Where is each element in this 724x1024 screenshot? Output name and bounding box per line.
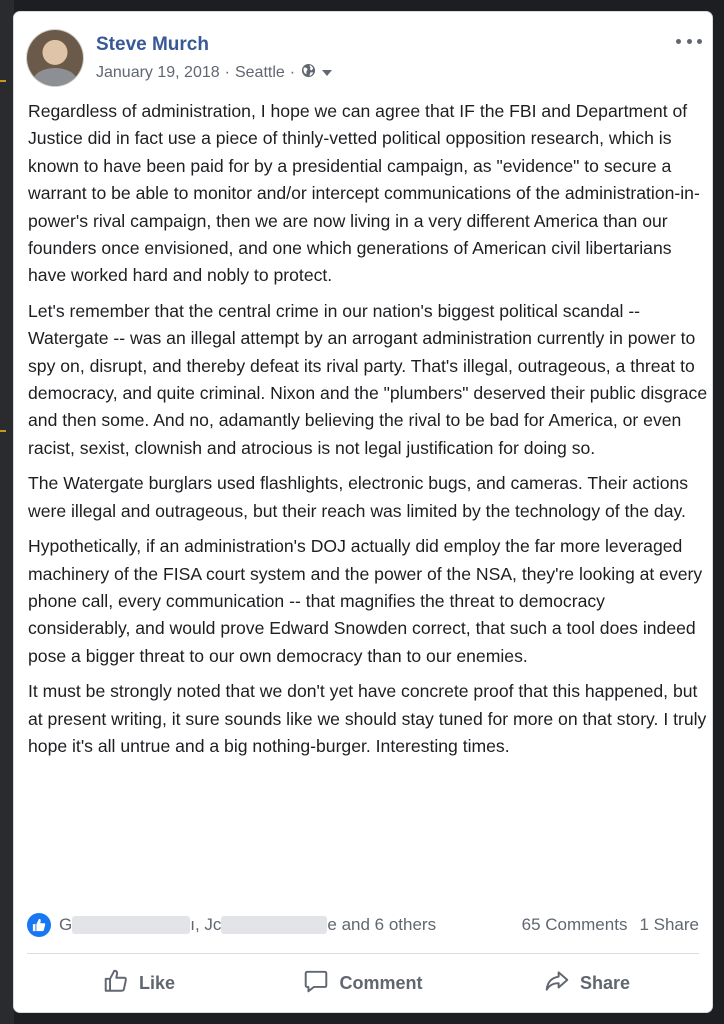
comment-icon [303, 968, 339, 999]
author-name[interactable]: Steve Murch [96, 34, 209, 55]
reactor-name-start: G [59, 915, 73, 934]
comment-button[interactable] [251, 962, 475, 1004]
more-options-icon[interactable] [676, 34, 702, 48]
chevron-down-icon[interactable] [320, 64, 333, 82]
background-edge [0, 0, 14, 1024]
post-paragraph: Regardless of administration, I hope we can agree that IF the FBI and Department of Justice did in fact use a piece of thinly-vetted political opposition research, which is known to have been paid for by a presidential campaign, as "evidence" to secure a warrant to be able to monitor and/or intercept communications of the administration-in-power's rival campaign, then we are now living in a very different America than our founders once envisioned, and one which generations of American civil libertarians have worked hard and nobly to protect. [28, 101, 700, 286]
post-body [28, 98, 708, 768]
share-button[interactable] [475, 962, 699, 1004]
post-meta [96, 63, 333, 83]
post-paragraph: It must be strongly noted that we don't yet have concrete proof that this happened, but at present writing, it sure sounds like we should stay tuned for more on that story. I truly hope it's all untrue and a big nothing-burger. Interesting times. [28, 681, 707, 756]
reactors-list[interactable] [59, 915, 436, 935]
post-card [14, 12, 712, 1012]
meta-separator-2: · [289, 64, 296, 81]
comment-label: Comment [339, 972, 423, 993]
meta-separator: · [224, 64, 230, 81]
redacted-name [72, 916, 190, 934]
post-paragraph: The Watergate burglars used flashlights, electronic bugs, and cameras. Their actions were illegal and outrageous, but their reach was limited by the technology of the day. [28, 473, 689, 521]
like-button[interactable] [27, 962, 251, 1004]
post-actions [27, 962, 699, 1004]
share-label: Share [579, 972, 631, 993]
avatar[interactable] [27, 30, 83, 86]
post-paragraph: Hypothetically, if an administration's DOJ actually did employ the far more leveraged machinery of the FISA court system and the power of the NSA, they're looking at every phone call, every communication -- that magnifies the threat to democracy considerably, and would prove Edward Snowden correct, that such a tool does indeed pose a bigger threat to our own democracy than to our enemies. [28, 536, 703, 666]
post-paragraph: Let's remember that the central crime in our nation's biggest political scandal -- Watergate -- was an illegal attempt by an arrogant administration currently in power to spy on, disrupt, and thereby defeat its rival party. That's illegal, outrageous, a threat to democracy, and quite criminal. Nixon and the "plumbers" deserved their public disgrace and then some. And no, adamantly believing the rival to be bad for America, or even racist, sexist, clownish and atrocious is not legal justification for doing so. [28, 300, 708, 458]
reactions-bar [27, 912, 699, 938]
reactor-name-end: ı, Jc [190, 915, 222, 934]
redacted-name-2 [221, 916, 327, 934]
reactor-others: e and 6 others [327, 915, 437, 934]
share-arrow-icon [544, 968, 580, 999]
post-location[interactable]: Seattle [234, 64, 285, 81]
divider [27, 953, 699, 954]
globe-icon[interactable] [300, 63, 316, 83]
post-date[interactable]: January 19, 2018 [96, 64, 220, 81]
like-reaction-icon[interactable] [27, 913, 51, 937]
comments-count[interactable]: 65 Comments [521, 915, 628, 934]
shares-count[interactable]: 1 Share [639, 915, 699, 934]
thumbs-up-icon [103, 968, 139, 999]
like-label: Like [138, 972, 176, 993]
